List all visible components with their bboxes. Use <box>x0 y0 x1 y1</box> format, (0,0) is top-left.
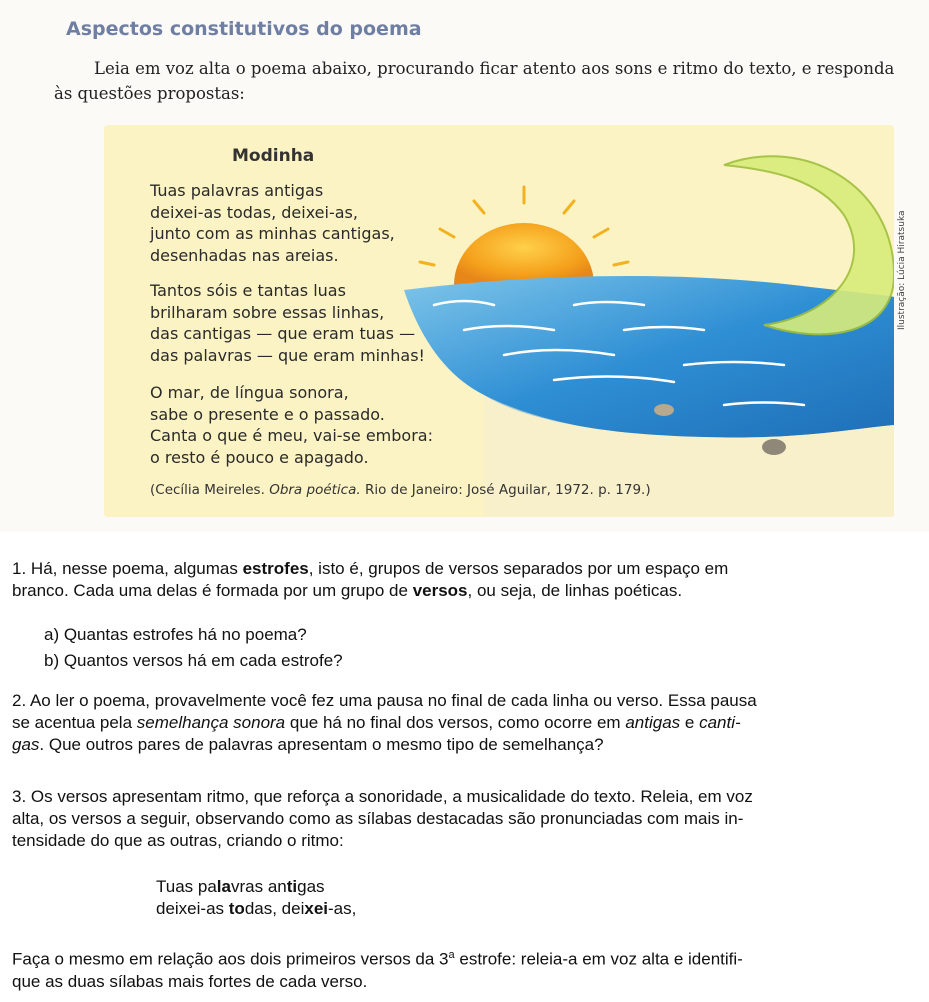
verse-line: Tuas palavras antigas <box>150 181 324 200</box>
poem-title: Modinha <box>232 146 315 166</box>
poem-stanza-2 <box>150 280 425 366</box>
verse-line: das palavras — que eram minhas! <box>150 345 425 365</box>
sun-shape <box>454 223 594 285</box>
illustration-credit: Ilustração: Lúcia Hiratsuka <box>897 210 907 330</box>
verse-line: brilharam sobre essas linhas, <box>150 302 385 322</box>
verse-line: sabe o presente e o passado. <box>150 404 385 424</box>
question-1: 1. Há, nesse poema, algumas estrofes, isto é, grupos de versos separados por um espaço em branco. Cada uma delas é formada por um grupo de versos, ou seja, de linhas poéticas. <box>12 559 729 600</box>
verse-line: desenhadas nas areias. <box>150 245 339 265</box>
verse-line: junto com as minhas cantigas, <box>150 224 395 243</box>
rhythm-example: Tuas palavras antigas deixei-as todas, deixei-as, <box>156 877 357 918</box>
poem-citation: (Cecília Meireles. Obra poética. Rio de Janeiro: José Aguilar, 1972. p. 179.) <box>150 482 651 498</box>
sea-shape <box>404 276 894 438</box>
reading-instructions: Leia em voz alta o poema abaixo, procurando ficar atento aos sons e ritmo do texto, e responda às questões propostas: <box>54 59 895 103</box>
section-title: Aspectos constitutivos do poema <box>66 18 422 40</box>
question-1b: b) Quantos versos há em cada estrofe? <box>44 651 343 670</box>
shell-left <box>654 404 674 416</box>
shell-right <box>762 439 786 455</box>
verse-line: deixei-as todas, deixei-as, <box>150 202 358 222</box>
question-3-task: Faça o mesmo em relação aos dois primeiros versos da 3$^a$ estrofe: releia-a em voz alta e identifi- que as duas sílabas mais fortes de cada verso. <box>12 949 743 991</box>
verse-line: Tantos sóis e tantas luas <box>150 281 346 300</box>
question-2: 2. Ao ler o poema, provavelmente você fez uma pausa no final de cada linha ou verso. Essa pausa se acentua pela semelhança sonora que há no final dos versos, como ocorre em antigas e canti- gas. Que outros pares de palavras apresentam o mesmo tipo de semelhança? <box>12 691 757 754</box>
verse-line: o resto é pouco e apagado. <box>150 447 369 467</box>
poem-stanza-3 <box>150 382 433 468</box>
verse-line: Canta o que é meu, vai-se embora: <box>150 426 433 445</box>
verse-line: O mar, de língua sonora, <box>150 383 349 402</box>
question-1a: a) Quantas estrofes há no poema? <box>44 625 307 644</box>
poem-stanza-1 <box>150 180 395 266</box>
verse-line: das cantigas — que eram tuas — <box>150 324 416 343</box>
question-3: 3. Os versos apresentam ritmo, que reforça a sonoridade, a musicalidade do texto. Releia, em voz alta, os versos a seguir, observando como as sílabas destacadas são pronunciadas com mais in- tensidade do que as outras, criando o ritmo: <box>12 787 753 850</box>
